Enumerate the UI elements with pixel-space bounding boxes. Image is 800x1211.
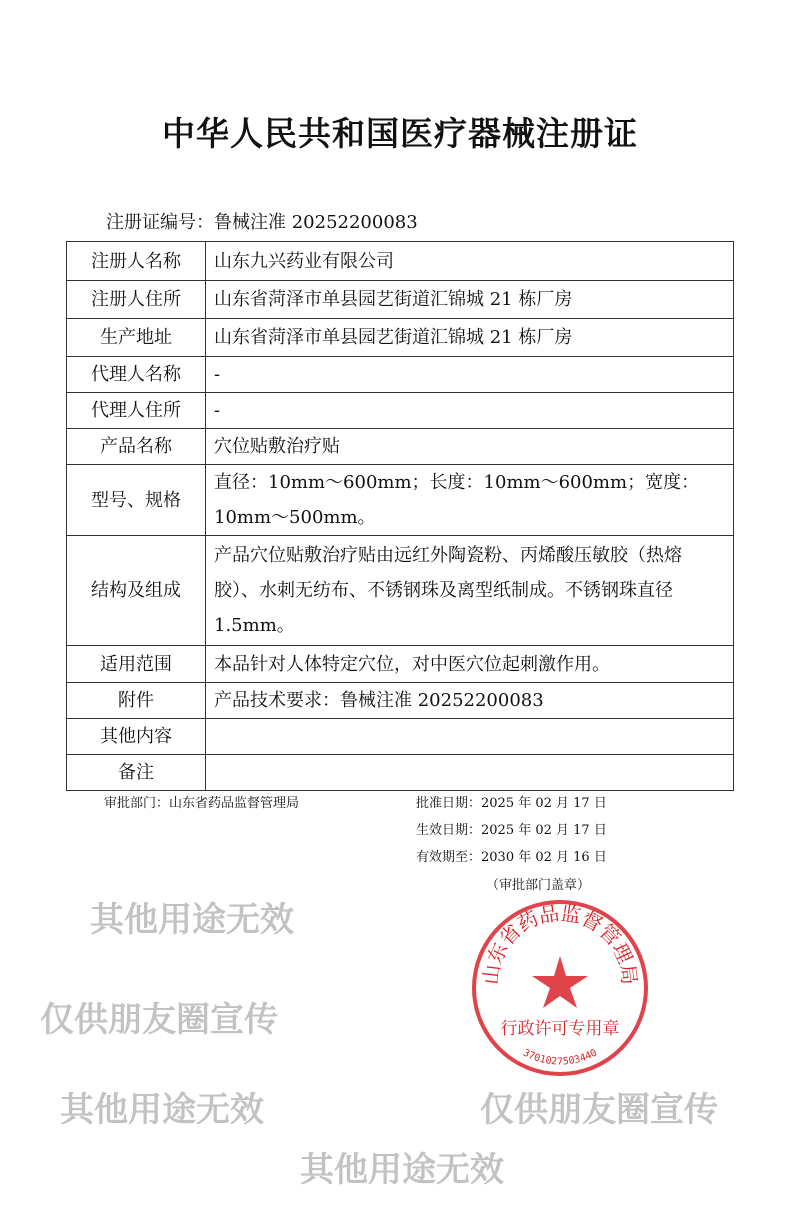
table-row	[67, 465, 734, 536]
row-value: 直径：10mm～600mm；长度：10mm～600mm；宽度：10mm～500mm。	[206, 465, 734, 536]
registration-number-value: 鲁械注准 20252200083	[214, 212, 418, 233]
table-row	[67, 319, 734, 357]
row-label: 注册人名称	[67, 242, 206, 281]
table-row	[67, 646, 734, 683]
table-row	[67, 683, 734, 719]
approval-date: 批准日期：2025 年 02 月 17 日	[416, 796, 607, 811]
certificate-title: 中华人民共和国医疗器械注册证	[162, 114, 638, 153]
registration-number-label: 注册证编号：	[106, 212, 214, 233]
table-row	[67, 755, 734, 791]
row-value: 本品针对人体特定穴位，对中医穴位起刺激作用。	[206, 646, 734, 683]
table-row	[67, 281, 734, 319]
table-row	[67, 719, 734, 755]
table-row	[67, 357, 734, 393]
row-value: 山东省菏泽市单县园艺街道汇锦城 21 栋厂房	[206, 281, 734, 319]
row-value: 产品穴位贴敷治疗贴由远红外陶瓷粉、丙烯酸压敏胶（热熔胶）、水刺无纺布、不锈钢珠及离型纸制成。不锈钢珠直径 1.5mm。	[206, 536, 734, 646]
row-label: 其他内容	[67, 719, 206, 755]
effective-date: 生效日期：2025 年 02 月 17 日	[416, 823, 607, 838]
official-seal	[470, 898, 650, 1078]
certificate-table	[66, 241, 734, 791]
table-row	[67, 242, 734, 281]
valid-until: 有效期至：2030 年 02 月 16 日	[416, 850, 607, 865]
row-label: 产品名称	[67, 429, 206, 465]
row-label: 结构及组成	[67, 536, 206, 646]
watermark: 其他用途无效	[300, 1150, 504, 1190]
row-value	[206, 719, 734, 755]
row-label: 型号、规格	[67, 465, 206, 536]
row-label: 备注	[67, 755, 206, 791]
row-value	[206, 755, 734, 791]
watermark: 仅供朋友圈宣传	[40, 1000, 278, 1040]
seal-note: （审批部门盖章）	[486, 878, 591, 893]
seal-arc-text: 山东省药品监督管理局	[478, 900, 642, 986]
watermark: 其他用途无效	[60, 1090, 264, 1130]
seal-number: 3701027503440	[520, 1047, 600, 1068]
row-value: 穴位贴敷治疗贴	[206, 429, 734, 465]
row-value: 山东九兴药业有限公司	[206, 242, 734, 281]
table-row	[67, 429, 734, 465]
table-row	[67, 393, 734, 429]
row-label: 代理人住所	[67, 393, 206, 429]
registration-number	[106, 208, 418, 234]
row-label: 注册人住所	[67, 281, 206, 319]
row-label: 适用范围	[67, 646, 206, 683]
table-row	[67, 536, 734, 646]
seal-center-text: 行政许可专用章	[500, 1019, 620, 1039]
watermark: 其他用途无效	[90, 900, 294, 940]
row-value: 产品技术要求：鲁械注准 20252200083	[206, 683, 734, 719]
row-value: 山东省菏泽市单县园艺街道汇锦城 21 栋厂房	[206, 319, 734, 357]
row-value: -	[206, 393, 734, 429]
row-value: -	[206, 357, 734, 393]
row-label: 附件	[67, 683, 206, 719]
watermark: 仅供朋友圈宣传	[480, 1090, 718, 1130]
row-label: 代理人名称	[67, 357, 206, 393]
row-label: 生产地址	[67, 319, 206, 357]
approval-authority: 审批部门：山东省药品监督管理局	[104, 796, 300, 811]
star-icon	[532, 956, 588, 1008]
